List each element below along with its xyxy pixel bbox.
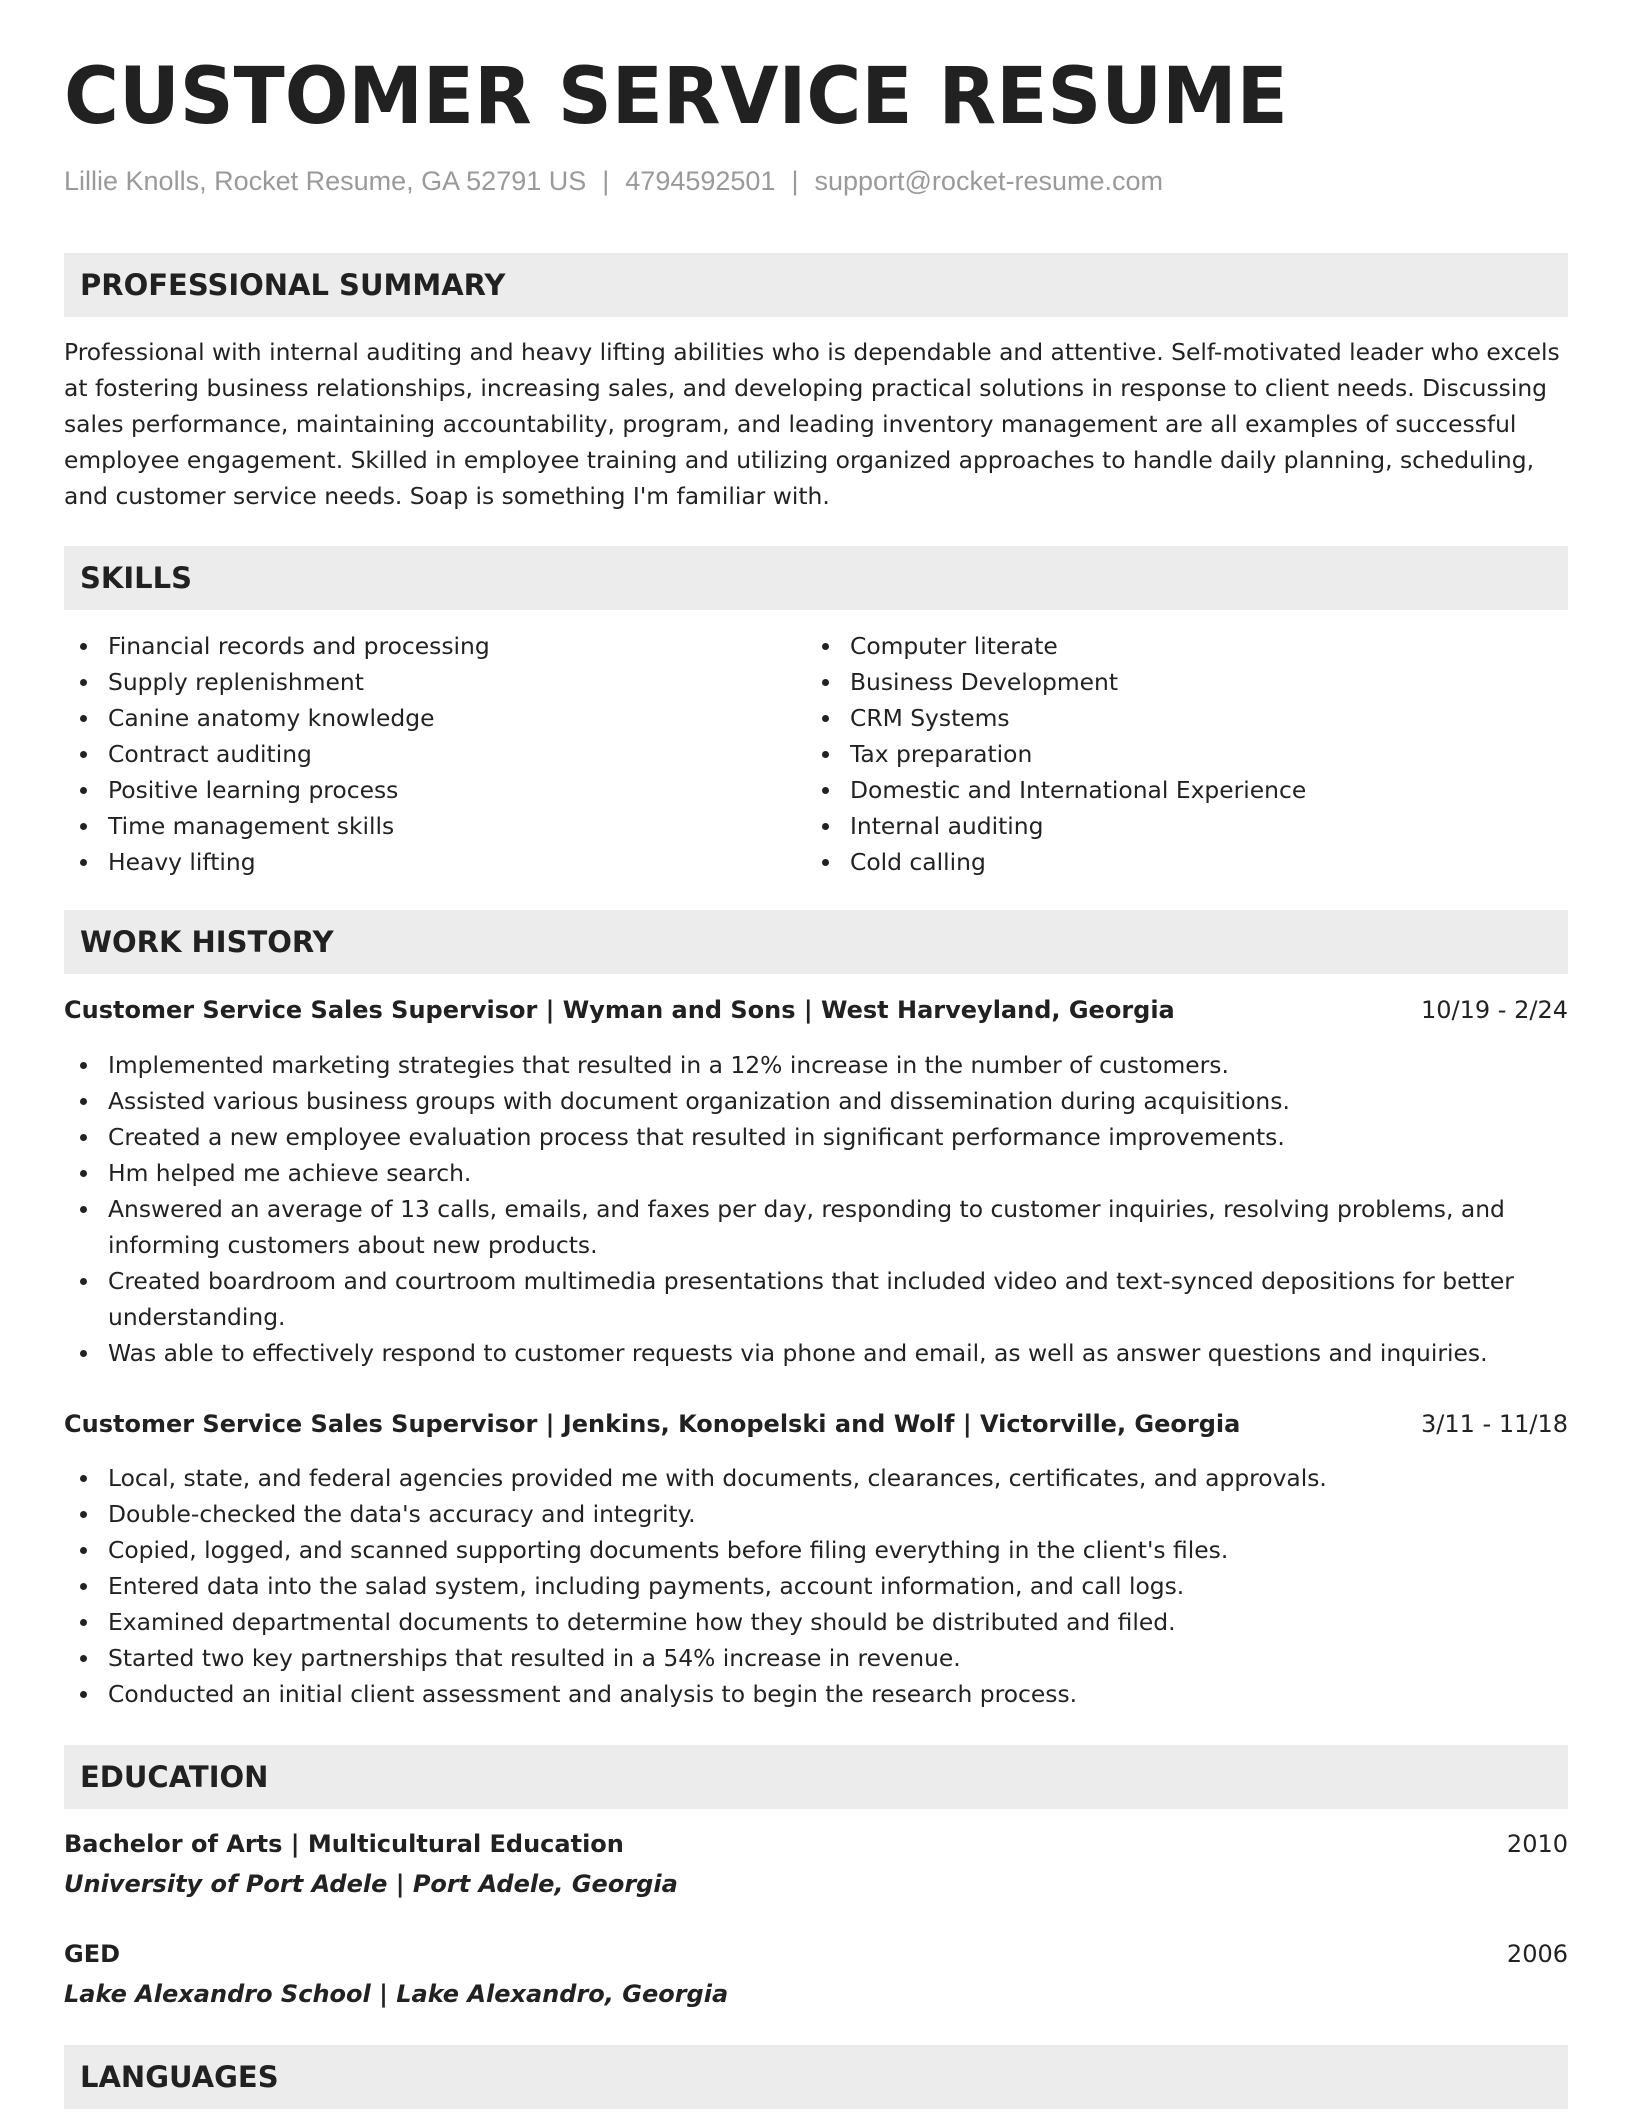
resume-title: CUSTOMER SERVICE RESUME [64, 52, 1288, 142]
job-bullet: Entered data into the salad system, including payments, account information, and call logs. [64, 1568, 1568, 1604]
skill-item: Tax preparation [806, 736, 1546, 772]
job-bullet: Started two key partnerships that resulted in a 54% increase in revenue. [64, 1640, 1568, 1676]
job-title: Customer Service Sales Supervisor | Wyman and Sons | West Harveyland, Georgia [64, 996, 1175, 1024]
job-bullet: Implemented marketing strategies that resulted in a 12% increase in the number of customers. [64, 1047, 1568, 1083]
job-bullet: Created boardroom and courtroom multimedia presentations that included video and text-synced depositions for better understanding. [64, 1263, 1568, 1335]
skill-item: Time management skills [64, 808, 804, 844]
skill-item: Business Development [806, 664, 1546, 700]
job-bullets [64, 1460, 1568, 1712]
contact-line [64, 166, 1163, 197]
job-dates: 3/11 - 11/18 [1421, 1410, 1568, 1438]
skill-item: Financial records and processing [64, 628, 804, 664]
section-header-summary [64, 253, 1568, 317]
contact-address: Lillie Knolls, Rocket Resume, GA 52791 US [64, 166, 587, 196]
job-bullet: Copied, logged, and scanned supporting documents before filing everything in the client's files. [64, 1532, 1568, 1568]
education-year: 2006 [1506, 1940, 1568, 1968]
job-bullet: Created a new employee evaluation process that resulted in significant performance improvements. [64, 1119, 1568, 1155]
section-heading: WORK HISTORY [80, 925, 334, 959]
section-header-work [64, 910, 1568, 974]
contact-separator: | [602, 166, 610, 196]
summary-text: Professional with internal auditing and heavy lifting abilities who is dependable and attentive. Self-motivated leader who excels at fostering business relationships, increasing sales, and developing practical solutions in response to client needs. Discussing sales performance, maintaining accountability, program, and leading inventory management are all examples of successful employee engagement. Skilled in employee training and utilizing organized approaches to handle daily planning, scheduling, and customer service needs. Soap is something I'm familiar with. [64, 338, 1560, 510]
job-bullets [64, 1047, 1568, 1371]
education-year: 2010 [1506, 1830, 1568, 1858]
skill-item: Heavy lifting [64, 844, 804, 880]
section-heading: LANGUAGES [80, 2060, 279, 2094]
education-degree-row [64, 1826, 1568, 1862]
job-title-row [64, 992, 1568, 1028]
job-bullet: Local, state, and federal agencies provided me with documents, clearances, certificates, and approvals. [64, 1460, 1568, 1496]
job-bullet: Assisted various business groups with document organization and dissemination during acquisitions. [64, 1083, 1568, 1119]
education-degree: Bachelor of Arts | Multicultural Education [64, 1830, 624, 1858]
skills-list-right [806, 628, 1546, 880]
skill-item: Positive learning process [64, 772, 804, 808]
contact-separator: | [791, 166, 799, 196]
job-bullet: Double-checked the data's accuracy and integrity. [64, 1496, 1568, 1532]
section-heading: EDUCATION [80, 1760, 269, 1794]
skill-item: Contract auditing [64, 736, 804, 772]
job-title: Customer Service Sales Supervisor | Jenkins, Konopelski and Wolf | Victorville, Georgia [64, 1410, 1241, 1438]
skill-item: Internal auditing [806, 808, 1546, 844]
section-header-languages [64, 2045, 1568, 2109]
job-bullet: Hm helped me achieve search. [64, 1155, 1568, 1191]
skill-item: Domestic and International Experience [806, 772, 1546, 808]
section-heading: SKILLS [80, 561, 192, 595]
education-school: Lake Alexandro School | Lake Alexandro, Georgia [64, 1980, 729, 2008]
skill-item: Cold calling [806, 844, 1546, 880]
job-bullet: Examined departmental documents to determine how they should be distributed and filed. [64, 1604, 1568, 1640]
section-heading: PROFESSIONAL SUMMARY [80, 268, 506, 302]
job-bullet: Was able to effectively respond to customer requests via phone and email, as well as answer questions and inquiries. [64, 1335, 1568, 1371]
education-degree: GED [64, 1940, 121, 1968]
job-title-row [64, 1406, 1568, 1442]
education-school: University of Port Adele | Port Adele, Georgia [64, 1870, 678, 1898]
education-degree-row [64, 1936, 1568, 1972]
skill-item: CRM Systems [806, 700, 1546, 736]
contact-email: support@rocket-resume.com [814, 166, 1163, 196]
skill-item: Computer literate [806, 628, 1546, 664]
skill-item: Canine anatomy knowledge [64, 700, 804, 736]
job-dates: 10/19 - 2/24 [1421, 996, 1568, 1024]
section-header-education [64, 1745, 1568, 1809]
skill-item: Supply replenishment [64, 664, 804, 700]
job-bullet: Answered an average of 13 calls, emails, and faxes per day, responding to customer inquiries, resolving problems, and informing customers about new products. [64, 1191, 1568, 1263]
contact-phone: 4794592501 [625, 166, 776, 196]
job-bullet: Conducted an initial client assessment and analysis to begin the research process. [64, 1676, 1568, 1712]
skills-list-left [64, 628, 804, 880]
section-header-skills [64, 546, 1568, 610]
